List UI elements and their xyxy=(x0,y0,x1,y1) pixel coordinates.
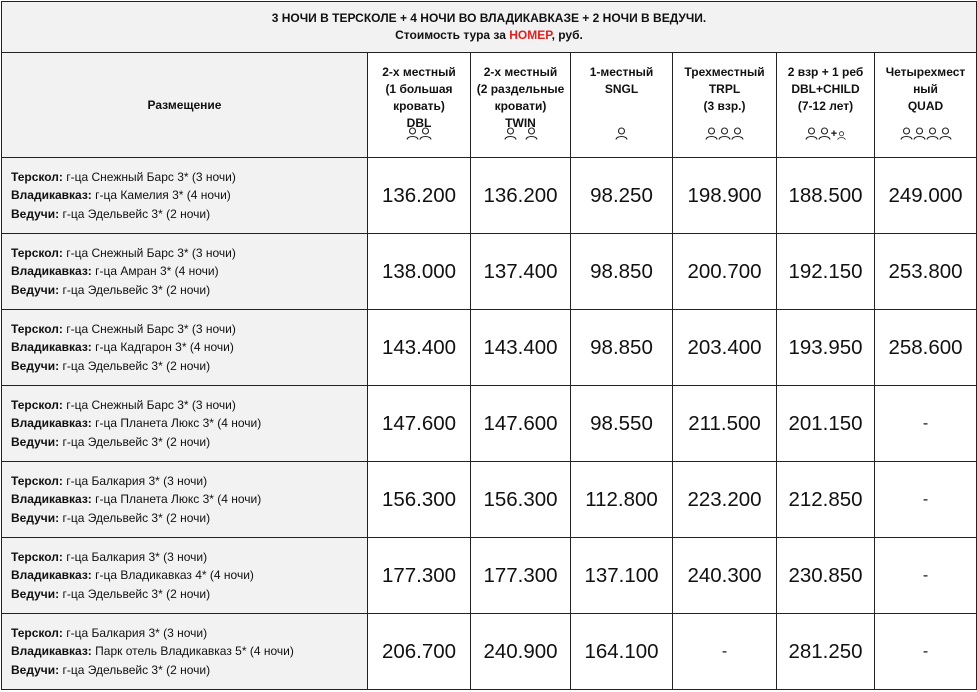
column-header-line: Трехместный xyxy=(684,65,765,79)
placement-line xyxy=(11,661,367,680)
city-label: Ведучи: xyxy=(11,282,60,297)
hotel-name: г-ца Снежный Барс 3* (3 ночи) xyxy=(62,245,236,260)
hotel-name: г-ца Балкария 3* (3 ночи) xyxy=(62,473,208,488)
city-label: Владикавказ: xyxy=(11,188,92,203)
table-row xyxy=(2,538,977,614)
person-icon xyxy=(705,127,718,140)
city-label: Терскол: xyxy=(11,397,63,412)
person-icon xyxy=(926,127,939,140)
placement-line xyxy=(11,490,367,509)
price-cell: 138.000 xyxy=(368,234,471,310)
hotel-name: г-ца Балкария 3* (3 ночи) xyxy=(62,549,208,564)
price-cell: 188.500 xyxy=(777,158,875,234)
price-cell: - xyxy=(673,614,777,690)
column-header-line: (7-12 лет) xyxy=(797,99,854,113)
column-header-line: SNGL xyxy=(604,82,639,96)
person-icon xyxy=(504,127,517,140)
title-suffix: , руб. xyxy=(551,28,583,42)
price-cell: 143.400 xyxy=(471,310,571,386)
placement-line xyxy=(11,262,367,281)
column-header-line: DBL xyxy=(406,116,432,130)
guest-icons xyxy=(673,127,776,140)
price-table xyxy=(1,1,977,690)
hotel-name: г-ца Владикавказ 4* (4 ночи) xyxy=(91,568,254,583)
person-icon xyxy=(900,127,913,140)
table-row xyxy=(2,234,977,310)
city-label: Терскол: xyxy=(11,169,63,184)
hotel-name: г-ца Снежный Барс 3* (3 ночи) xyxy=(62,169,236,184)
hotel-name: г-ца Эдельвейс 3* (2 ночи) xyxy=(59,358,211,373)
city-label: Владикавказ: xyxy=(11,416,92,431)
hotel-name: г-ца Снежный Барс 3* (3 ночи) xyxy=(62,321,236,336)
price-cell: 193.950 xyxy=(777,310,875,386)
price-cell: 177.300 xyxy=(368,538,471,614)
hotel-name: г-ца Амран 3* (4 ночи) xyxy=(91,264,219,279)
placement-line xyxy=(11,548,367,567)
placement-line xyxy=(11,509,367,528)
column-header xyxy=(471,53,571,158)
price-cell: 137.400 xyxy=(471,234,571,310)
city-label: Терскол: xyxy=(11,245,63,260)
person-icon xyxy=(805,127,818,140)
column-header-line: QUAD xyxy=(907,99,944,113)
hotel-name: г-ца Эдельвейс 3* (2 ночи) xyxy=(59,510,211,525)
hotel-name: г-ца Кадгарон 3* (4 ночи) xyxy=(91,340,234,355)
title-line-2 xyxy=(2,27,976,44)
hotel-name: г-ца Эдельвейс 3* (2 ночи) xyxy=(59,282,211,297)
city-label: Ведучи: xyxy=(11,206,60,221)
person-icon xyxy=(615,127,628,140)
column-header xyxy=(571,53,673,158)
placement-cell xyxy=(2,310,368,386)
city-label: Ведучи: xyxy=(11,510,60,525)
column-header-line: (3 взр.) xyxy=(703,99,746,113)
column-header xyxy=(875,53,977,158)
placement-cell xyxy=(2,614,368,690)
guest-icons xyxy=(875,127,976,140)
price-cell: - xyxy=(875,614,977,690)
city-label: Ведучи: xyxy=(11,662,60,677)
person-icon xyxy=(818,127,831,140)
price-cell: - xyxy=(875,462,977,538)
price-cell: 211.500 xyxy=(673,386,777,462)
hotel-name: г-ца Балкария 3* (3 ночи) xyxy=(62,625,208,640)
price-cell: 212.850 xyxy=(777,462,875,538)
table-row xyxy=(2,158,977,234)
placement-cell xyxy=(2,234,368,310)
price-cell: 147.600 xyxy=(471,386,571,462)
guest-icons xyxy=(471,127,570,140)
placement-line xyxy=(11,357,367,376)
price-cell: 143.400 xyxy=(368,310,471,386)
city-label: Владикавказ: xyxy=(11,492,92,507)
price-cell: 156.300 xyxy=(368,462,471,538)
hotel-name: Парк отель Владикавказ 5* (4 ночи) xyxy=(91,644,294,659)
placement-line xyxy=(11,624,367,643)
price-cell: - xyxy=(875,386,977,462)
placement-line xyxy=(11,472,367,491)
price-cell: 240.900 xyxy=(471,614,571,690)
placement-line xyxy=(11,320,367,339)
person-icon xyxy=(913,127,926,140)
price-cell: 253.800 xyxy=(875,234,977,310)
placement-line xyxy=(11,244,367,263)
column-header xyxy=(777,53,875,158)
city-label: Терскол: xyxy=(11,473,63,488)
city-label: Ведучи: xyxy=(11,358,60,373)
price-cell: 230.850 xyxy=(777,538,875,614)
city-label: Владикавказ: xyxy=(11,340,92,355)
city-label: Владикавказ: xyxy=(11,644,92,659)
header-row xyxy=(2,53,977,158)
price-cell: 203.400 xyxy=(673,310,777,386)
hotel-name: г-ца Планета Люкс 3* (4 ночи) xyxy=(91,416,262,431)
column-header xyxy=(368,53,471,158)
placement-cell xyxy=(2,158,368,234)
price-cell: 98.850 xyxy=(571,310,673,386)
person-icon xyxy=(525,127,538,140)
price-cell: 223.200 xyxy=(673,462,777,538)
title-line-1: 3 НОЧИ В ТЕРСКОЛЕ + 4 НОЧИ ВО ВЛАДИКАВКАЗЕ + 2 НОЧИ В ВЕДУЧИ. xyxy=(271,11,707,25)
column-header-line: (1 большая xyxy=(385,82,453,96)
city-label: Терскол: xyxy=(11,321,63,336)
city-label: Ведучи: xyxy=(11,434,60,449)
child-icon xyxy=(837,131,846,140)
price-cell: 112.800 xyxy=(571,462,673,538)
placement-cell xyxy=(2,538,368,614)
price-cell: 240.300 xyxy=(673,538,777,614)
column-header-line: TRPL xyxy=(708,82,741,96)
hotel-name: г-ца Эдельвейс 3* (2 ночи) xyxy=(59,434,211,449)
city-label: Ведучи: xyxy=(11,586,60,601)
price-cell: 249.000 xyxy=(875,158,977,234)
guest-icons xyxy=(571,127,672,140)
price-cell: 98.850 xyxy=(571,234,673,310)
column-header-line: TWIN xyxy=(505,116,536,130)
price-cell: 258.600 xyxy=(875,310,977,386)
title-prefix: Стоимость тура за xyxy=(395,28,510,42)
person-icon xyxy=(718,127,731,140)
placement-cell xyxy=(2,386,368,462)
placement-line xyxy=(11,414,367,433)
city-label: Терскол: xyxy=(11,549,63,564)
plus-icon: + xyxy=(830,128,838,140)
price-cell: 136.200 xyxy=(368,158,471,234)
table-row xyxy=(2,614,977,690)
price-cell: 192.150 xyxy=(777,234,875,310)
placement-line xyxy=(11,281,367,300)
placement-line xyxy=(11,566,367,585)
column-header-line: 2-х местный xyxy=(483,65,558,79)
price-cell: 201.150 xyxy=(777,386,875,462)
column-header-line: (2 раздельные xyxy=(476,82,565,96)
price-cell: 156.300 xyxy=(471,462,571,538)
city-label: Терскол: xyxy=(11,625,63,640)
placement-line xyxy=(11,642,367,661)
table-row xyxy=(2,310,977,386)
guest-icons xyxy=(777,127,874,140)
column-header-line: 1-местный xyxy=(589,65,654,79)
hotel-name: г-ца Эдельвейс 3* (2 ночи) xyxy=(59,586,211,601)
city-label: Владикавказ: xyxy=(11,264,92,279)
placement-line xyxy=(11,396,367,415)
price-cell: 137.100 xyxy=(571,538,673,614)
placement-line xyxy=(11,205,367,224)
table-title xyxy=(2,2,977,53)
person-icon xyxy=(419,127,432,140)
placement-line xyxy=(11,168,367,187)
column-header xyxy=(673,53,777,158)
price-cell: 281.250 xyxy=(777,614,875,690)
placement-cell xyxy=(2,462,368,538)
price-cell: 98.250 xyxy=(571,158,673,234)
title-accent: НОМЕР xyxy=(509,28,552,42)
placement-line xyxy=(11,433,367,452)
column-header-line: ный xyxy=(913,82,938,96)
hotel-name: г-ца Эдельвейс 3* (2 ночи) xyxy=(59,206,211,221)
column-header-line: кровати) xyxy=(494,99,547,113)
column-header-line: DBL+CHILD xyxy=(791,82,860,96)
hotel-name: г-ца Эдельвейс 3* (2 ночи) xyxy=(59,662,211,677)
table-row xyxy=(2,386,977,462)
placement-line xyxy=(11,338,367,357)
price-cell: 164.100 xyxy=(571,614,673,690)
price-cell: 177.300 xyxy=(471,538,571,614)
guest-icons xyxy=(368,127,470,140)
price-cell: 198.900 xyxy=(673,158,777,234)
price-cell: 136.200 xyxy=(471,158,571,234)
person-icon xyxy=(731,127,744,140)
city-label: Владикавказ: xyxy=(11,568,92,583)
column-header-line: Четырехмест xyxy=(885,65,966,79)
hotel-name: г-ца Камелия 3* (4 ночи) xyxy=(91,188,231,203)
hotel-name: г-ца Планета Люкс 3* (4 ночи) xyxy=(91,492,262,507)
column-header-line: 2 взр + 1 реб xyxy=(787,65,864,79)
price-cell: 206.700 xyxy=(368,614,471,690)
placement-line xyxy=(11,186,367,205)
table-row xyxy=(2,462,977,538)
column-header-line: 2-х местный xyxy=(382,65,456,79)
person-icon xyxy=(939,127,952,140)
person-icon xyxy=(406,127,419,140)
price-cell: 200.700 xyxy=(673,234,777,310)
hotel-name: г-ца Снежный Барс 3* (3 ночи) xyxy=(62,397,236,412)
placement-line xyxy=(11,585,367,604)
column-header-line: кровать) xyxy=(393,99,445,113)
price-cell: 147.600 xyxy=(368,386,471,462)
price-cell: 98.550 xyxy=(571,386,673,462)
placement-header: Размещение xyxy=(2,53,368,158)
price-cell: - xyxy=(875,538,977,614)
